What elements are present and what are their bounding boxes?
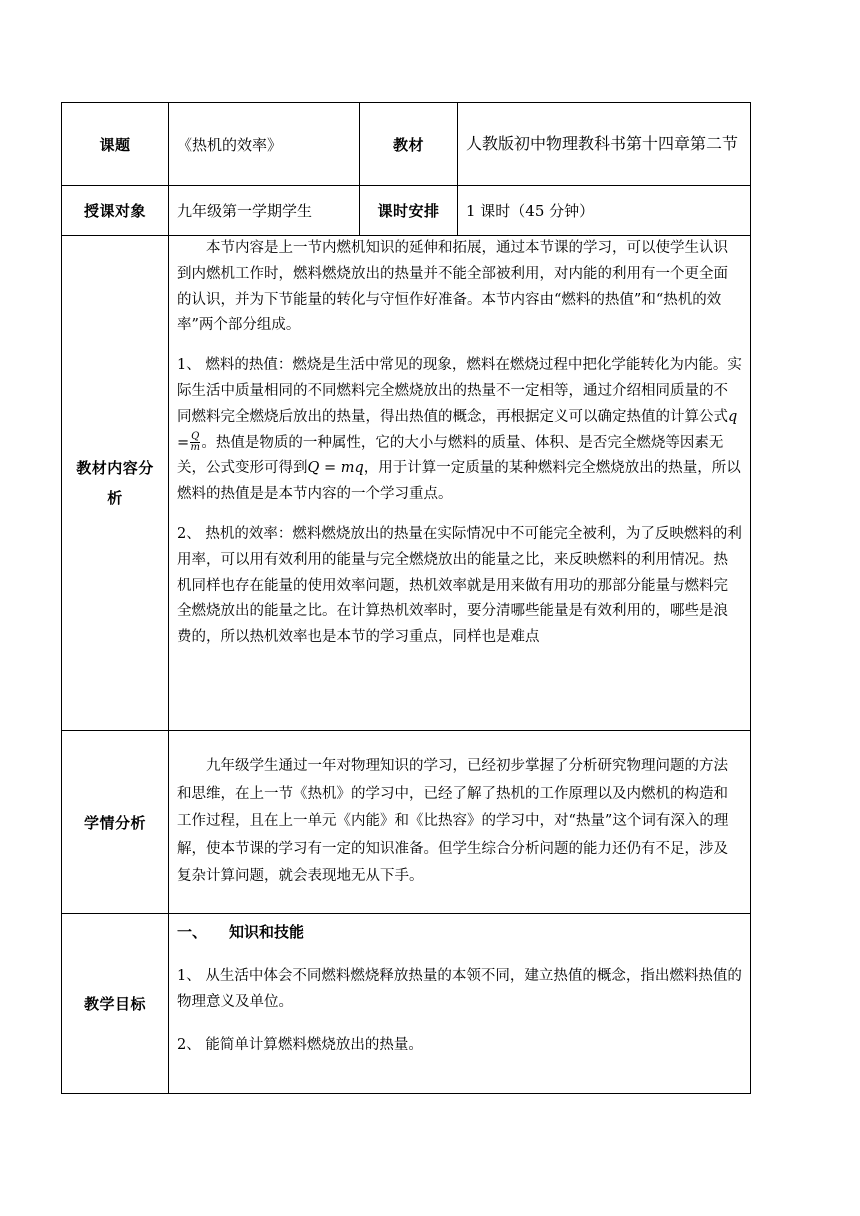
audience-value: 九年级第一学期学生: [169, 186, 360, 236]
objective-item-2: 2、 能简单计算燃料燃烧放出的热量。: [177, 1037, 423, 1054]
row-student-analysis: [62, 731, 751, 914]
content-analysis-body: [169, 236, 751, 731]
content-intro: 本节内容是上一节内燃机知识的延伸和拓展，通过本节课的学习，可以使学生认识到内燃机工作时，燃料燃烧放出的热量并不能全部被利用，对内能的利用有一个更全面的认识，并为下节能量的转化与守恒作好准备。本节内容由“燃料的热值”和“热机的效率”两个部分组成。: [177, 240, 728, 334]
content-fuel-heat-value: [177, 353, 742, 508]
fuel-heat-text-a: 1、 燃料的热值：燃烧是生活中常见的现象，燃料在燃烧过程中把化学能转化为内能。实际生活中质量相同的不同燃料完全燃烧放出的热量不一定相等，通过介绍相同质量的不同燃料完全燃烧后放出的热量，得出热值的概念，再根据定义可以确定热值的计算公式: [177, 357, 742, 425]
formula-q-lhs: q =: [177, 408, 738, 451]
formula-q-numerator: Q: [191, 431, 200, 443]
content-analysis-label-line2: 析: [107, 489, 123, 507]
row-audience: [62, 186, 751, 236]
content-analysis-label: [62, 236, 169, 731]
textbook-value: 人教版初中物理教科书第十四章第二节: [458, 103, 751, 186]
objective-item-1: 1、 从生活中体会不同燃料燃烧释放热量的本领不同，建立热值的概念，指出燃料热值的物理意义及单位。: [177, 967, 742, 1010]
formula-q-fraction: [190, 432, 200, 453]
topic-label: 课题: [62, 103, 169, 186]
fuel-heat-text-c: ，用于计算一定质量的某种燃料完全燃烧放出的热量，所以燃料的热值是是本节内容的一个学习重点。: [177, 460, 741, 503]
textbook-label: 教材: [360, 103, 458, 186]
objectives-heading: [177, 920, 742, 946]
content-analysis-label-line1: 教材内容分: [76, 459, 154, 477]
schedule-value: 1 课时（45 分钟）: [458, 186, 751, 236]
objectives-label: 教学目标: [62, 914, 169, 1094]
formula-q-mq: Q = mq: [307, 460, 364, 477]
fuel-heat-text-b: 。热值是物质的一种属性，它的大小与燃料的质量、体积、是否完全燃烧等因素无关，公式变形可得到: [177, 434, 724, 477]
objectives-heading-text: 知识和技能: [229, 923, 305, 941]
objectives-heading-num: 一、: [177, 923, 208, 941]
content-engine-efficiency: 2、 热机的效率：燃料燃烧放出的热量在实际情况中不可能完全被利，为了反映燃料的利用率，可以用有效利用的能量与完全燃烧放出的能量之比，来反映燃料的利用情况。热机同样也存在能量的使用效率问题，热机效率就是用来做有用功的那部分能量与燃料完全燃烧放出的能量之比。在计算热机效率时，要分清哪些能量是有效利用的，哪些是浪费的，所以热机效率也是本节的学习重点，同样也是难点: [177, 525, 742, 646]
lesson-plan-page: [61, 102, 750, 1094]
lesson-plan-table: [61, 102, 751, 1094]
objectives-body: [169, 914, 751, 1094]
audience-label: 授课对象: [62, 186, 169, 236]
formula-q-denominator: m: [190, 442, 200, 454]
student-analysis-label: 学情分析: [62, 731, 169, 914]
row-content-analysis: [62, 236, 751, 731]
row-topic: [62, 103, 751, 186]
topic-value: 《热机的效率》: [169, 103, 360, 186]
row-objectives: [62, 914, 751, 1094]
student-analysis-text: 九年级学生通过一年对物理知识的学习，已经初步掌握了分析研究物理问题的方法和思维，在上一节《热机》的学习中，已经了解了热机的工作原理以及内燃机的构造和工作过程，且在上一单元《内能》和《比热容》的学习中，对“热量”这个词有深入的理解，使本节课的学习有一定的知识准备。但学生综合分析问题的能力还仍有不足，涉及复杂计算问题，就会表现地无从下手。: [177, 758, 729, 885]
schedule-label: 课时安排: [360, 186, 458, 236]
student-analysis-body: [169, 731, 751, 914]
